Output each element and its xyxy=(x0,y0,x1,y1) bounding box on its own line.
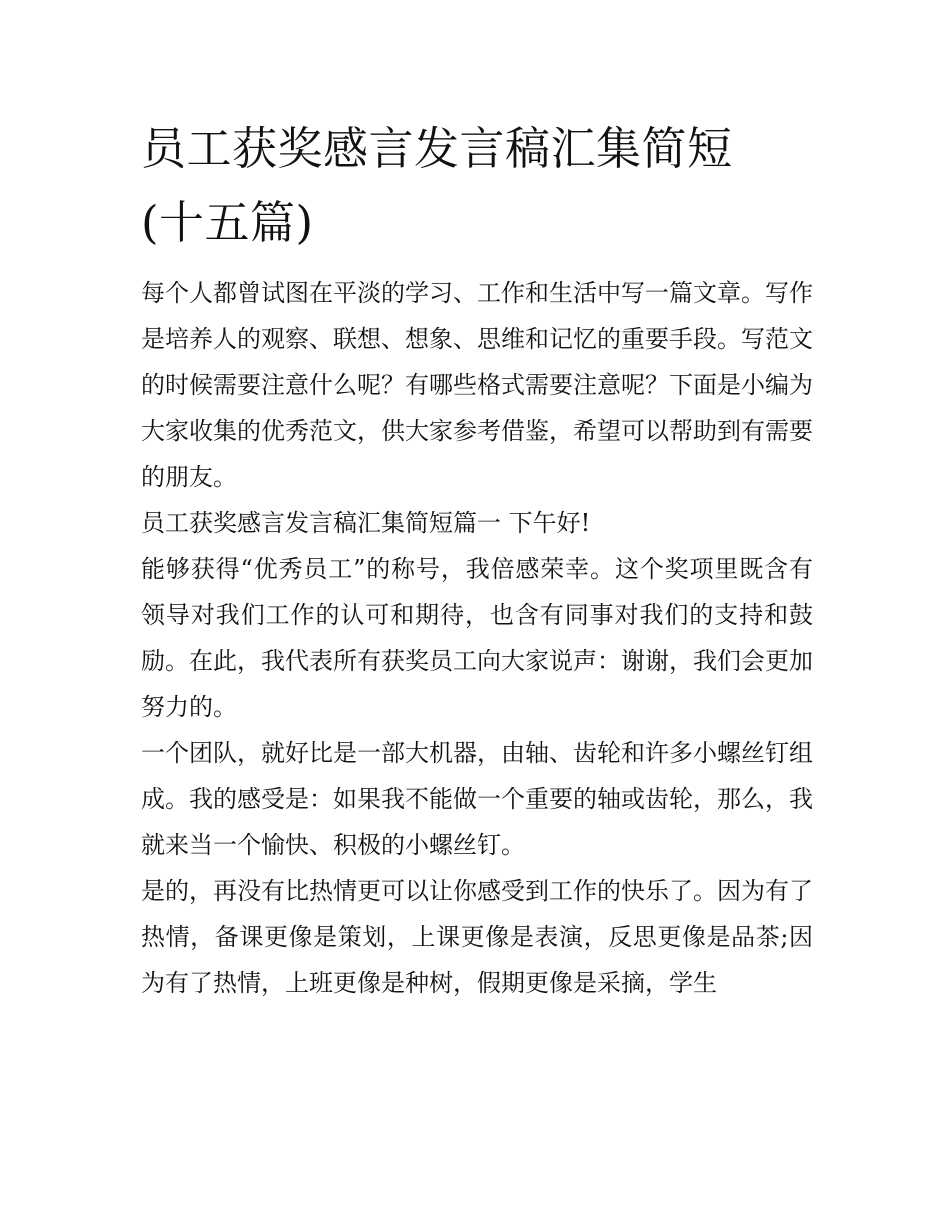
intro-paragraph: 每个人都曾试图在平淡的学习、工作和生活中写一篇文章。写作是培养人的观察、联想、想象、思维和记忆的重要手段。写范文的时候需要注意什么呢？有哪些格式需要注意呢？下面是小编为大家收集的优秀范文，供大家参考借鉴，希望可以帮助到有需要的朋友。 xyxy=(141,279,813,491)
section-heading-paragraph: 员工获奖感言发言稿汇集简短篇一 下午好! xyxy=(141,509,591,537)
body-paragraph: 是的，再没有比热情更可以让你感受到工作的快乐了。因为有了热情，备课更像是策划，上课更像是表演，反思更像是品茶;因为有了热情，上班更像是种树，假期更像是采摘，学生 xyxy=(141,877,813,997)
document-title xyxy=(141,112,813,260)
document-body xyxy=(141,112,813,1006)
body-paragraph: 能够获得“优秀员工”的称号，我倍感荣幸。这个奖项里既含有领导对我们工作的认可和期待，也含有同事对我们的支持和鼓励。在此，我代表所有获奖员工向大家说声：谢谢，我们会更加努力的。 xyxy=(141,555,813,721)
title-line-2: (十五篇) xyxy=(141,196,314,249)
title-line-1: 员工获奖感言发言稿汇集简短 xyxy=(141,122,733,175)
body-paragraph: 一个团队，就好比是一部大机器，由轴、齿轮和许多小螺丝钉组成。我的感受是：如果我不能做一个重要的轴或齿轮，那么，我就来当一个愉快、积极的小螺丝钉。 xyxy=(141,739,813,859)
